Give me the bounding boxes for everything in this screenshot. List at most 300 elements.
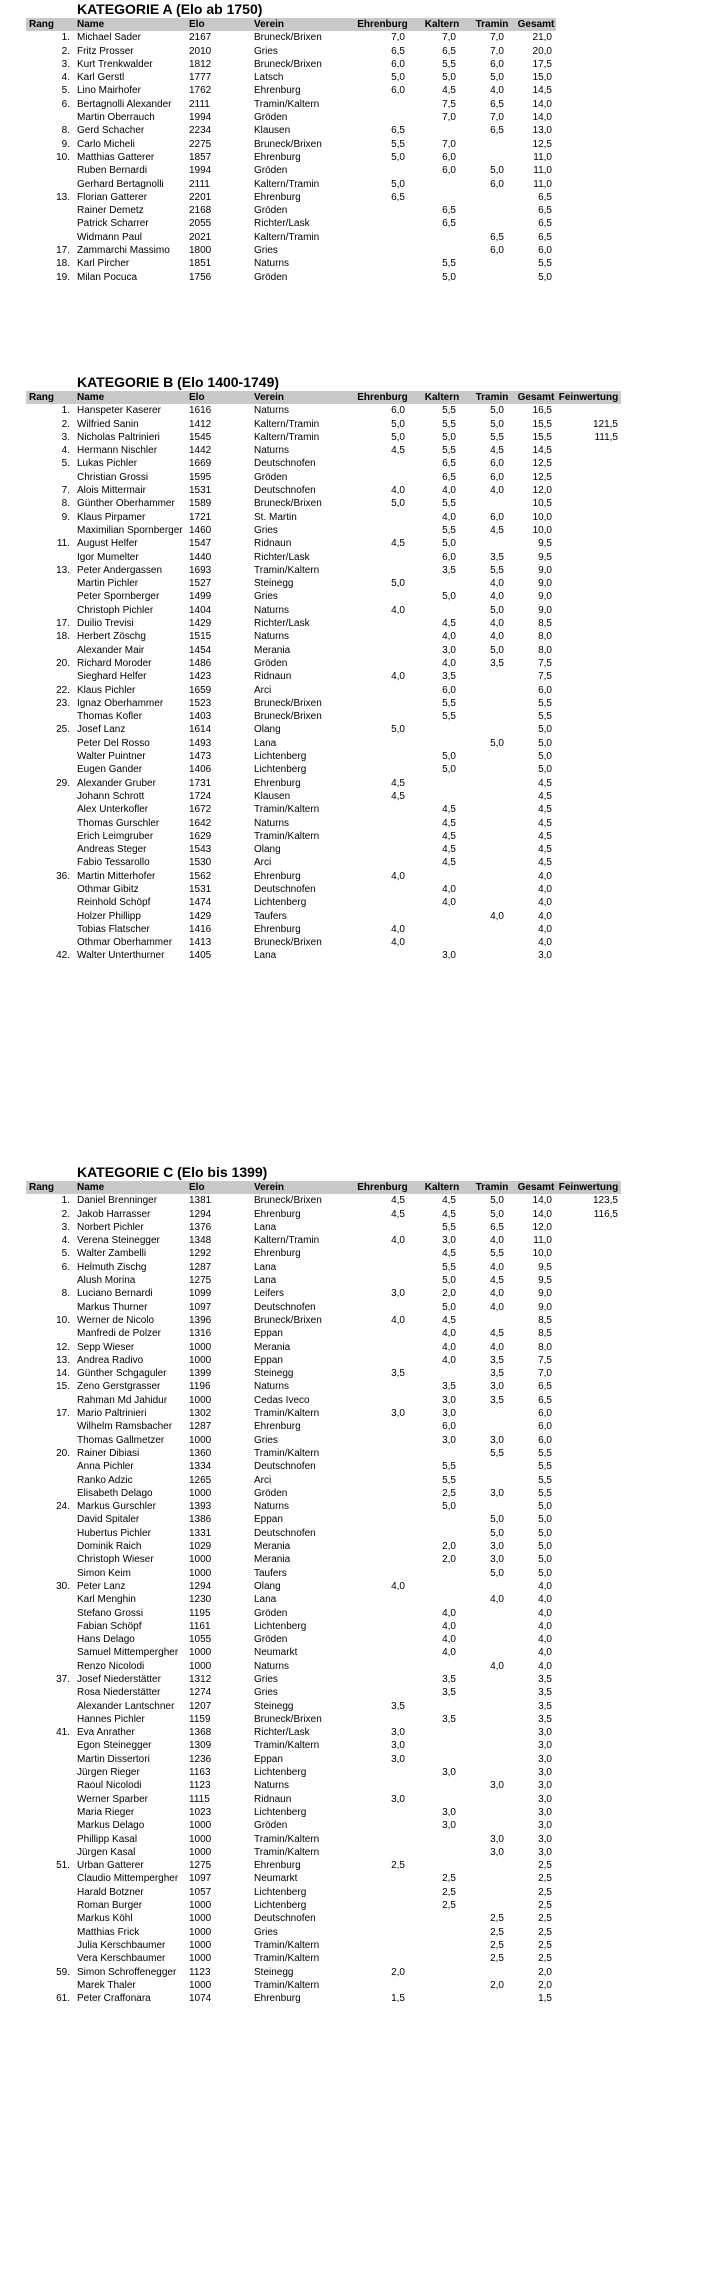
name-cell: Andreas Steger xyxy=(77,844,147,856)
club-cell: Bruneck/Brixen xyxy=(254,937,322,949)
club-cell: Merania xyxy=(254,1554,291,1566)
elo-cell: 1312 xyxy=(189,1673,212,1685)
total-score-cell: 5,0 xyxy=(538,1567,552,1579)
name-cell: Hans Delago xyxy=(77,1634,135,1646)
club-cell: Ehrenburg xyxy=(254,85,301,97)
kaltern-score-cell: 4,5 xyxy=(442,1195,456,1207)
total-score-cell: 5,0 xyxy=(538,751,552,763)
club-cell: Steinegg xyxy=(254,1368,294,1380)
total-score-cell: 2,0 xyxy=(538,1966,552,1978)
elo-cell: 1316 xyxy=(189,1328,212,1340)
club-cell: Tramin/Kaltern xyxy=(254,98,320,110)
total-score-cell: 2,5 xyxy=(538,1953,552,1965)
tiebreak-cell xyxy=(556,1633,621,1646)
rank-cell: 10. xyxy=(56,151,70,163)
tiebreak-cell: 121,5 xyxy=(592,418,618,430)
tiebreak-cell xyxy=(556,1341,621,1354)
elo-cell: 1163 xyxy=(189,1767,211,1779)
ehrenburg-score-cell xyxy=(349,817,416,830)
club-cell: Ridnaun xyxy=(254,1793,292,1805)
table-row xyxy=(26,710,621,723)
total-score-cell: 3,0 xyxy=(538,1793,552,1805)
ehrenburg-score-cell: 3,0 xyxy=(391,1793,405,1805)
elo-cell: 1531 xyxy=(189,485,212,497)
kaltern-score-cell xyxy=(416,1660,468,1673)
name-cell: Reinhold Schöpf xyxy=(77,897,151,909)
club-cell: Naturns xyxy=(254,817,290,829)
table-row xyxy=(26,1992,621,2005)
table-row xyxy=(26,31,556,44)
kaltern-score-cell: 4,0 xyxy=(442,485,456,497)
rank-cell xyxy=(26,1553,77,1566)
rank-cell xyxy=(26,1327,77,1340)
kaltern-score-cell xyxy=(416,1779,468,1792)
table-row xyxy=(26,1221,621,1234)
total-score-cell: 9,0 xyxy=(538,1288,552,1300)
name-cell: Richard Moroder xyxy=(77,657,152,669)
ehrenburg-score-cell xyxy=(349,1447,416,1460)
club-cell: Bruneck/Brixen xyxy=(254,138,322,150)
club-cell: St. Martin xyxy=(254,511,297,523)
elo-cell: 1429 xyxy=(189,618,212,630)
kaltern-score-cell: 4,5 xyxy=(442,1248,456,1260)
table-row xyxy=(26,1341,621,1354)
name-cell: Werner Sparber xyxy=(77,1793,148,1805)
club-cell: Steinegg xyxy=(254,578,294,590)
table-row xyxy=(26,1779,621,1792)
table-row xyxy=(26,737,621,750)
club-cell: Olang xyxy=(254,844,281,856)
elo-cell: 1097 xyxy=(189,1301,212,1313)
tiebreak-cell xyxy=(556,1287,621,1300)
tiebreak-cell xyxy=(556,936,621,949)
elo-cell: 1527 xyxy=(189,578,212,590)
tiebreak-cell xyxy=(556,856,621,869)
name-cell: Lino Mairhofer xyxy=(77,85,141,97)
tiebreak-cell xyxy=(556,1261,621,1274)
elo-cell: 1405 xyxy=(189,950,212,962)
kaltern-score-cell: 4,0 xyxy=(442,1354,456,1366)
table-row xyxy=(26,923,621,936)
tramin-score-cell xyxy=(468,1726,516,1739)
rank-cell: 15. xyxy=(56,1381,70,1393)
elo-cell: 2021 xyxy=(189,231,212,243)
kaltern-score-cell: 4,5 xyxy=(442,1314,456,1326)
tiebreak-cell xyxy=(556,657,621,670)
elo-cell: 1000 xyxy=(189,1913,212,1925)
ehrenburg-score-cell xyxy=(349,1779,416,1792)
tramin-score-cell xyxy=(468,1580,516,1593)
name-cell: Christoph Pichler xyxy=(77,604,154,616)
club-cell: Tramin/Kaltern xyxy=(254,804,320,816)
club-cell: Merania xyxy=(254,1541,291,1553)
kaltern-score-cell: 3,0 xyxy=(442,1434,456,1446)
tramin-score-cell xyxy=(468,1700,516,1713)
ehrenburg-score-cell xyxy=(349,843,416,856)
elo-cell: 1406 xyxy=(189,764,212,776)
name-cell: Josef Niederstätter xyxy=(77,1673,161,1685)
table-row xyxy=(26,1314,621,1327)
name-cell: Jakob Harrasser xyxy=(77,1208,151,1220)
total-score-cell: 4,5 xyxy=(538,777,552,789)
elo-cell: 1416 xyxy=(189,923,212,935)
club-cell: Deutschnofen xyxy=(254,458,316,470)
kaltern-score-cell: 3,0 xyxy=(442,1394,456,1406)
elo-cell: 1195 xyxy=(189,1607,211,1619)
total-score-cell: 17,5 xyxy=(532,58,552,70)
tiebreak-cell xyxy=(556,1620,621,1633)
name-cell: Alois Mittermair xyxy=(77,485,146,497)
kaltern-score-cell: 4,0 xyxy=(442,1634,456,1646)
elo-cell: 2111 xyxy=(189,98,210,110)
rank-cell: 8. xyxy=(61,1288,70,1300)
table-row xyxy=(26,1793,621,1806)
table-row xyxy=(26,1833,621,1846)
tramin-score-cell: 5,0 xyxy=(490,1208,504,1220)
tramin-score-cell xyxy=(468,1899,516,1912)
tiebreak-cell xyxy=(556,484,621,497)
name-cell: David Spitaler xyxy=(77,1514,140,1526)
table-row xyxy=(26,497,621,510)
rank-cell xyxy=(26,590,77,603)
total-score-cell: 3,0 xyxy=(538,1727,552,1739)
total-score-cell: 3,5 xyxy=(538,1687,552,1699)
tramin-score-cell xyxy=(468,1460,516,1473)
club-cell: Gröden xyxy=(254,1820,288,1832)
ehrenburg-score-cell xyxy=(349,1527,416,1540)
kaltern-score-cell: 5,5 xyxy=(442,1461,456,1473)
table-row xyxy=(26,244,556,257)
elo-cell: 1196 xyxy=(189,1381,211,1393)
kaltern-score-cell xyxy=(416,737,468,750)
tiebreak-cell xyxy=(556,1540,621,1553)
name-cell: Maximilian Spornberger xyxy=(77,524,183,536)
category-b-table xyxy=(26,391,621,963)
tiebreak-cell xyxy=(556,471,621,484)
kaltern-score-cell: 4,5 xyxy=(442,85,456,97)
rank-cell xyxy=(26,217,77,230)
elo-cell: 1669 xyxy=(189,458,212,470)
elo-cell: 1074 xyxy=(189,1993,212,2005)
table-row xyxy=(26,551,621,564)
club-cell: Kaltern/Tramin xyxy=(254,231,320,243)
club-cell: Naturns xyxy=(254,1780,290,1792)
total-score-cell: 5,0 xyxy=(538,271,552,283)
ehrenburg-score-cell: 5,0 xyxy=(391,151,405,163)
ehrenburg-score-cell: 5,0 xyxy=(391,724,405,736)
kaltern-score-cell: 6,0 xyxy=(442,1421,456,1433)
tiebreak-cell xyxy=(556,1700,621,1713)
table-row xyxy=(26,257,556,270)
table-row xyxy=(26,1567,621,1580)
ehrenburg-score-cell: 4,0 xyxy=(391,604,405,616)
name-cell: Christian Grossi xyxy=(77,471,149,483)
total-score-cell: 12,0 xyxy=(532,1221,552,1233)
elo-cell: 1000 xyxy=(189,1833,212,1845)
table-row xyxy=(26,1208,621,1221)
rank-cell xyxy=(26,551,77,564)
tramin-score-cell: 6,0 xyxy=(490,471,504,483)
elo-cell: 1055 xyxy=(189,1634,212,1646)
ehrenburg-score-cell xyxy=(349,231,416,244)
club-cell: Deutschnofen xyxy=(254,1913,316,1925)
tiebreak-cell xyxy=(556,1739,621,1752)
kaltern-score-cell: 5,0 xyxy=(442,1275,456,1287)
tiebreak-cell xyxy=(556,537,621,550)
table-row xyxy=(26,1886,621,1899)
tramin-score-cell: 4,0 xyxy=(490,1341,504,1353)
elo-cell: 1693 xyxy=(189,564,212,576)
tramin-score-cell: 4,0 xyxy=(490,1235,504,1247)
ehrenburg-score-cell: 7,0 xyxy=(391,32,405,44)
total-score-cell: 12,5 xyxy=(532,138,552,150)
elo-cell: 1000 xyxy=(189,1979,212,1991)
kaltern-score-cell: 2,0 xyxy=(442,1554,456,1566)
kaltern-score-cell: 5,0 xyxy=(442,591,456,603)
elo-cell: 1595 xyxy=(189,471,212,483)
table-row xyxy=(26,830,621,843)
kaltern-score-cell: 6,5 xyxy=(442,45,456,57)
name-cell: Klaus Pirpamer xyxy=(77,511,146,523)
ehrenburg-score-cell xyxy=(349,617,416,630)
table-row xyxy=(26,910,621,923)
name-cell: Eugen Gander xyxy=(77,764,143,776)
tramin-score-cell: 4,0 xyxy=(490,618,504,630)
tiebreak-cell xyxy=(556,790,621,803)
kaltern-score-cell: 3,0 xyxy=(442,1235,456,1247)
tiebreak-cell xyxy=(556,1966,621,1979)
name-cell: Lukas Pichler xyxy=(77,458,138,470)
table-row xyxy=(26,1859,621,1872)
ehrenburg-score-cell xyxy=(349,1341,416,1354)
club-cell: Lana xyxy=(254,1275,277,1287)
tiebreak-cell xyxy=(556,404,621,417)
elo-cell: 1287 xyxy=(189,1421,212,1433)
club-cell: Deutschnofen xyxy=(254,1461,316,1473)
ehrenburg-score-cell xyxy=(349,1500,416,1513)
name-cell: Julia Kerschbaumer xyxy=(77,1939,166,1951)
rank-cell xyxy=(26,923,77,936)
rank-cell xyxy=(26,1474,77,1487)
club-cell: Gröden xyxy=(254,165,288,177)
ehrenburg-score-cell xyxy=(349,1979,416,1992)
elo-cell: 1562 xyxy=(189,870,212,882)
tramin-score-cell xyxy=(468,217,516,230)
club-cell: Naturns xyxy=(254,445,290,457)
tramin-score-cell xyxy=(468,1793,516,1806)
table-row xyxy=(26,1527,621,1540)
table-row xyxy=(26,1952,621,1965)
kaltern-score-cell: 6,0 xyxy=(442,684,456,696)
tramin-score-cell xyxy=(468,1314,516,1327)
ehrenburg-score-cell: 6,5 xyxy=(391,191,405,203)
tramin-score-cell: 5,0 xyxy=(490,405,504,417)
tramin-score-cell: 6,5 xyxy=(490,125,504,137)
total-score-cell: 4,0 xyxy=(538,897,552,909)
club-cell: Tramin/Kaltern xyxy=(254,1939,320,1951)
kaltern-score-cell: 5,5 xyxy=(442,697,456,709)
rank-cell: 13. xyxy=(56,1354,70,1366)
name-cell: Milan Pocuca xyxy=(77,271,138,283)
tiebreak-cell xyxy=(556,1952,621,1965)
table-row xyxy=(26,1713,621,1726)
name-cell: Thomas Gallmetzer xyxy=(77,1434,165,1446)
elo-cell: 1396 xyxy=(189,1314,212,1326)
tramin-score-cell: 6,0 xyxy=(490,458,504,470)
kaltern-score-cell xyxy=(416,790,468,803)
ehrenburg-score-cell xyxy=(349,803,416,816)
rank-cell: 5. xyxy=(61,85,70,97)
ehrenburg-score-cell: 4,0 xyxy=(391,937,405,949)
tiebreak-cell xyxy=(556,1434,621,1447)
total-score-cell: 5,5 xyxy=(538,1461,552,1473)
table-row xyxy=(26,217,556,230)
ehrenburg-score-cell xyxy=(349,1806,416,1819)
club-cell: Bruneck/Brixen xyxy=(254,711,322,723)
rank-cell xyxy=(26,1926,77,1939)
total-score-cell: 2,5 xyxy=(538,1926,552,1938)
kaltern-score-cell xyxy=(416,1966,468,1979)
tramin-score-cell xyxy=(468,1739,516,1752)
club-cell: Gries xyxy=(254,524,278,536)
tramin-score-cell: 2,5 xyxy=(490,1926,504,1938)
total-score-cell: 6,0 xyxy=(538,1408,552,1420)
tiebreak-cell xyxy=(556,551,621,564)
table-row xyxy=(26,1420,621,1433)
total-score-cell: 14,0 xyxy=(532,98,552,110)
name-cell: Egon Steinegger xyxy=(77,1740,152,1752)
column-header-name: Name xyxy=(77,392,105,403)
table-row xyxy=(26,164,556,177)
club-cell: Naturns xyxy=(254,1381,290,1393)
kaltern-score-cell: 3,0 xyxy=(442,950,456,962)
rank-cell: 59. xyxy=(56,1966,70,1978)
elo-cell: 1230 xyxy=(189,1594,212,1606)
tiebreak-cell xyxy=(556,1886,621,1899)
total-score-cell: 7,5 xyxy=(538,657,552,669)
tiebreak-cell xyxy=(556,1593,621,1606)
ehrenburg-score-cell xyxy=(349,111,416,124)
total-score-cell: 5,0 xyxy=(538,737,552,749)
kaltern-score-cell: 7,0 xyxy=(442,112,456,124)
tiebreak-cell xyxy=(556,444,621,457)
total-score-cell: 9,0 xyxy=(538,591,552,603)
kaltern-score-cell: 7,0 xyxy=(442,138,456,150)
tiebreak-cell xyxy=(556,723,621,736)
tramin-score-cell: 5,0 xyxy=(490,1514,504,1526)
tiebreak-cell: 123,5 xyxy=(592,1195,618,1207)
total-score-cell: 14,5 xyxy=(532,85,552,97)
tiebreak-cell xyxy=(556,630,621,643)
rank-cell: 9. xyxy=(61,511,70,523)
table-row xyxy=(26,1327,621,1340)
rank-cell: 17. xyxy=(56,245,70,257)
tiebreak-cell xyxy=(556,949,621,962)
total-score-cell: 2,5 xyxy=(538,1913,552,1925)
tiebreak-cell xyxy=(556,511,621,524)
name-cell: Walter Unterthurner xyxy=(77,950,165,962)
table-row xyxy=(26,896,621,909)
name-cell: Peter Andergassen xyxy=(77,564,163,576)
name-cell: Markus Thurner xyxy=(77,1301,148,1313)
elo-cell: 1442 xyxy=(189,445,212,457)
elo-cell: 2234 xyxy=(189,125,212,137)
ehrenburg-score-cell xyxy=(349,630,416,643)
tramin-score-cell xyxy=(468,138,516,151)
rank-cell xyxy=(26,1806,77,1819)
total-score-cell: 6,5 xyxy=(538,205,552,217)
name-cell: Peter Craffonara xyxy=(77,1993,151,2005)
name-cell: Peter Spornberger xyxy=(77,591,160,603)
category-a-section xyxy=(26,0,556,284)
column-header-rang: Rang xyxy=(29,19,54,30)
name-cell: Rainer Dibiasi xyxy=(77,1447,140,1459)
table-row xyxy=(26,1513,621,1526)
club-cell: Lichtenberg xyxy=(254,1767,307,1779)
table-row xyxy=(26,657,621,670)
elo-cell: 1515 xyxy=(189,631,212,643)
club-cell: Klausen xyxy=(254,125,291,137)
tramin-score-cell: 4,5 xyxy=(490,1275,504,1287)
ehrenburg-score-cell xyxy=(349,271,416,284)
rank-cell xyxy=(26,577,77,590)
table-row xyxy=(26,723,621,736)
club-cell: Leifers xyxy=(254,1288,285,1300)
total-score-cell: 2,5 xyxy=(538,1939,552,1951)
club-cell: Eppan xyxy=(254,1328,283,1340)
elo-cell: 1616 xyxy=(189,405,212,417)
table-row xyxy=(26,524,621,537)
club-cell: Tramin/Kaltern xyxy=(254,1740,320,1752)
table-row xyxy=(26,843,621,856)
club-cell: Kaltern/Tramin xyxy=(254,178,320,190)
kaltern-score-cell: 3,0 xyxy=(442,1767,456,1779)
club-cell: Gröden xyxy=(254,657,288,669)
rank-cell xyxy=(26,1420,77,1433)
rank-cell xyxy=(26,1912,77,1925)
ehrenburg-score-cell: 4,0 xyxy=(391,1314,405,1326)
ehrenburg-score-cell xyxy=(349,710,416,723)
table-row xyxy=(26,1274,621,1287)
rank-cell: 51. xyxy=(56,1860,70,1872)
name-cell: Markus Delago xyxy=(77,1820,145,1832)
ehrenburg-score-cell: 3,0 xyxy=(391,1408,405,1420)
ehrenburg-score-cell xyxy=(349,511,416,524)
ehrenburg-score-cell xyxy=(349,1567,416,1580)
table-row xyxy=(26,418,621,431)
tiebreak-cell xyxy=(556,923,621,936)
table-row xyxy=(26,1726,621,1739)
club-cell: Tramin/Kaltern xyxy=(254,1408,320,1420)
elo-cell: 1275 xyxy=(189,1275,212,1287)
rank-cell xyxy=(26,830,77,843)
total-score-cell: 4,5 xyxy=(538,857,552,869)
rank-cell xyxy=(26,471,77,484)
elo-cell: 1334 xyxy=(189,1461,212,1473)
total-score-cell: 14,5 xyxy=(532,445,552,457)
column-header-feinwertung: Feinwertung xyxy=(558,392,619,403)
kaltern-score-cell xyxy=(416,1952,468,1965)
total-score-cell: 3,0 xyxy=(538,1753,552,1765)
ehrenburg-score-cell xyxy=(349,1301,416,1314)
name-cell: Klaus Pichler xyxy=(77,684,136,696)
total-score-cell: 3,0 xyxy=(538,1846,552,1858)
club-cell: Naturns xyxy=(254,631,290,643)
kaltern-score-cell xyxy=(416,231,468,244)
club-cell: Merania xyxy=(254,644,291,656)
total-score-cell: 2,0 xyxy=(538,1979,552,1991)
total-score-cell: 9,0 xyxy=(538,578,552,590)
